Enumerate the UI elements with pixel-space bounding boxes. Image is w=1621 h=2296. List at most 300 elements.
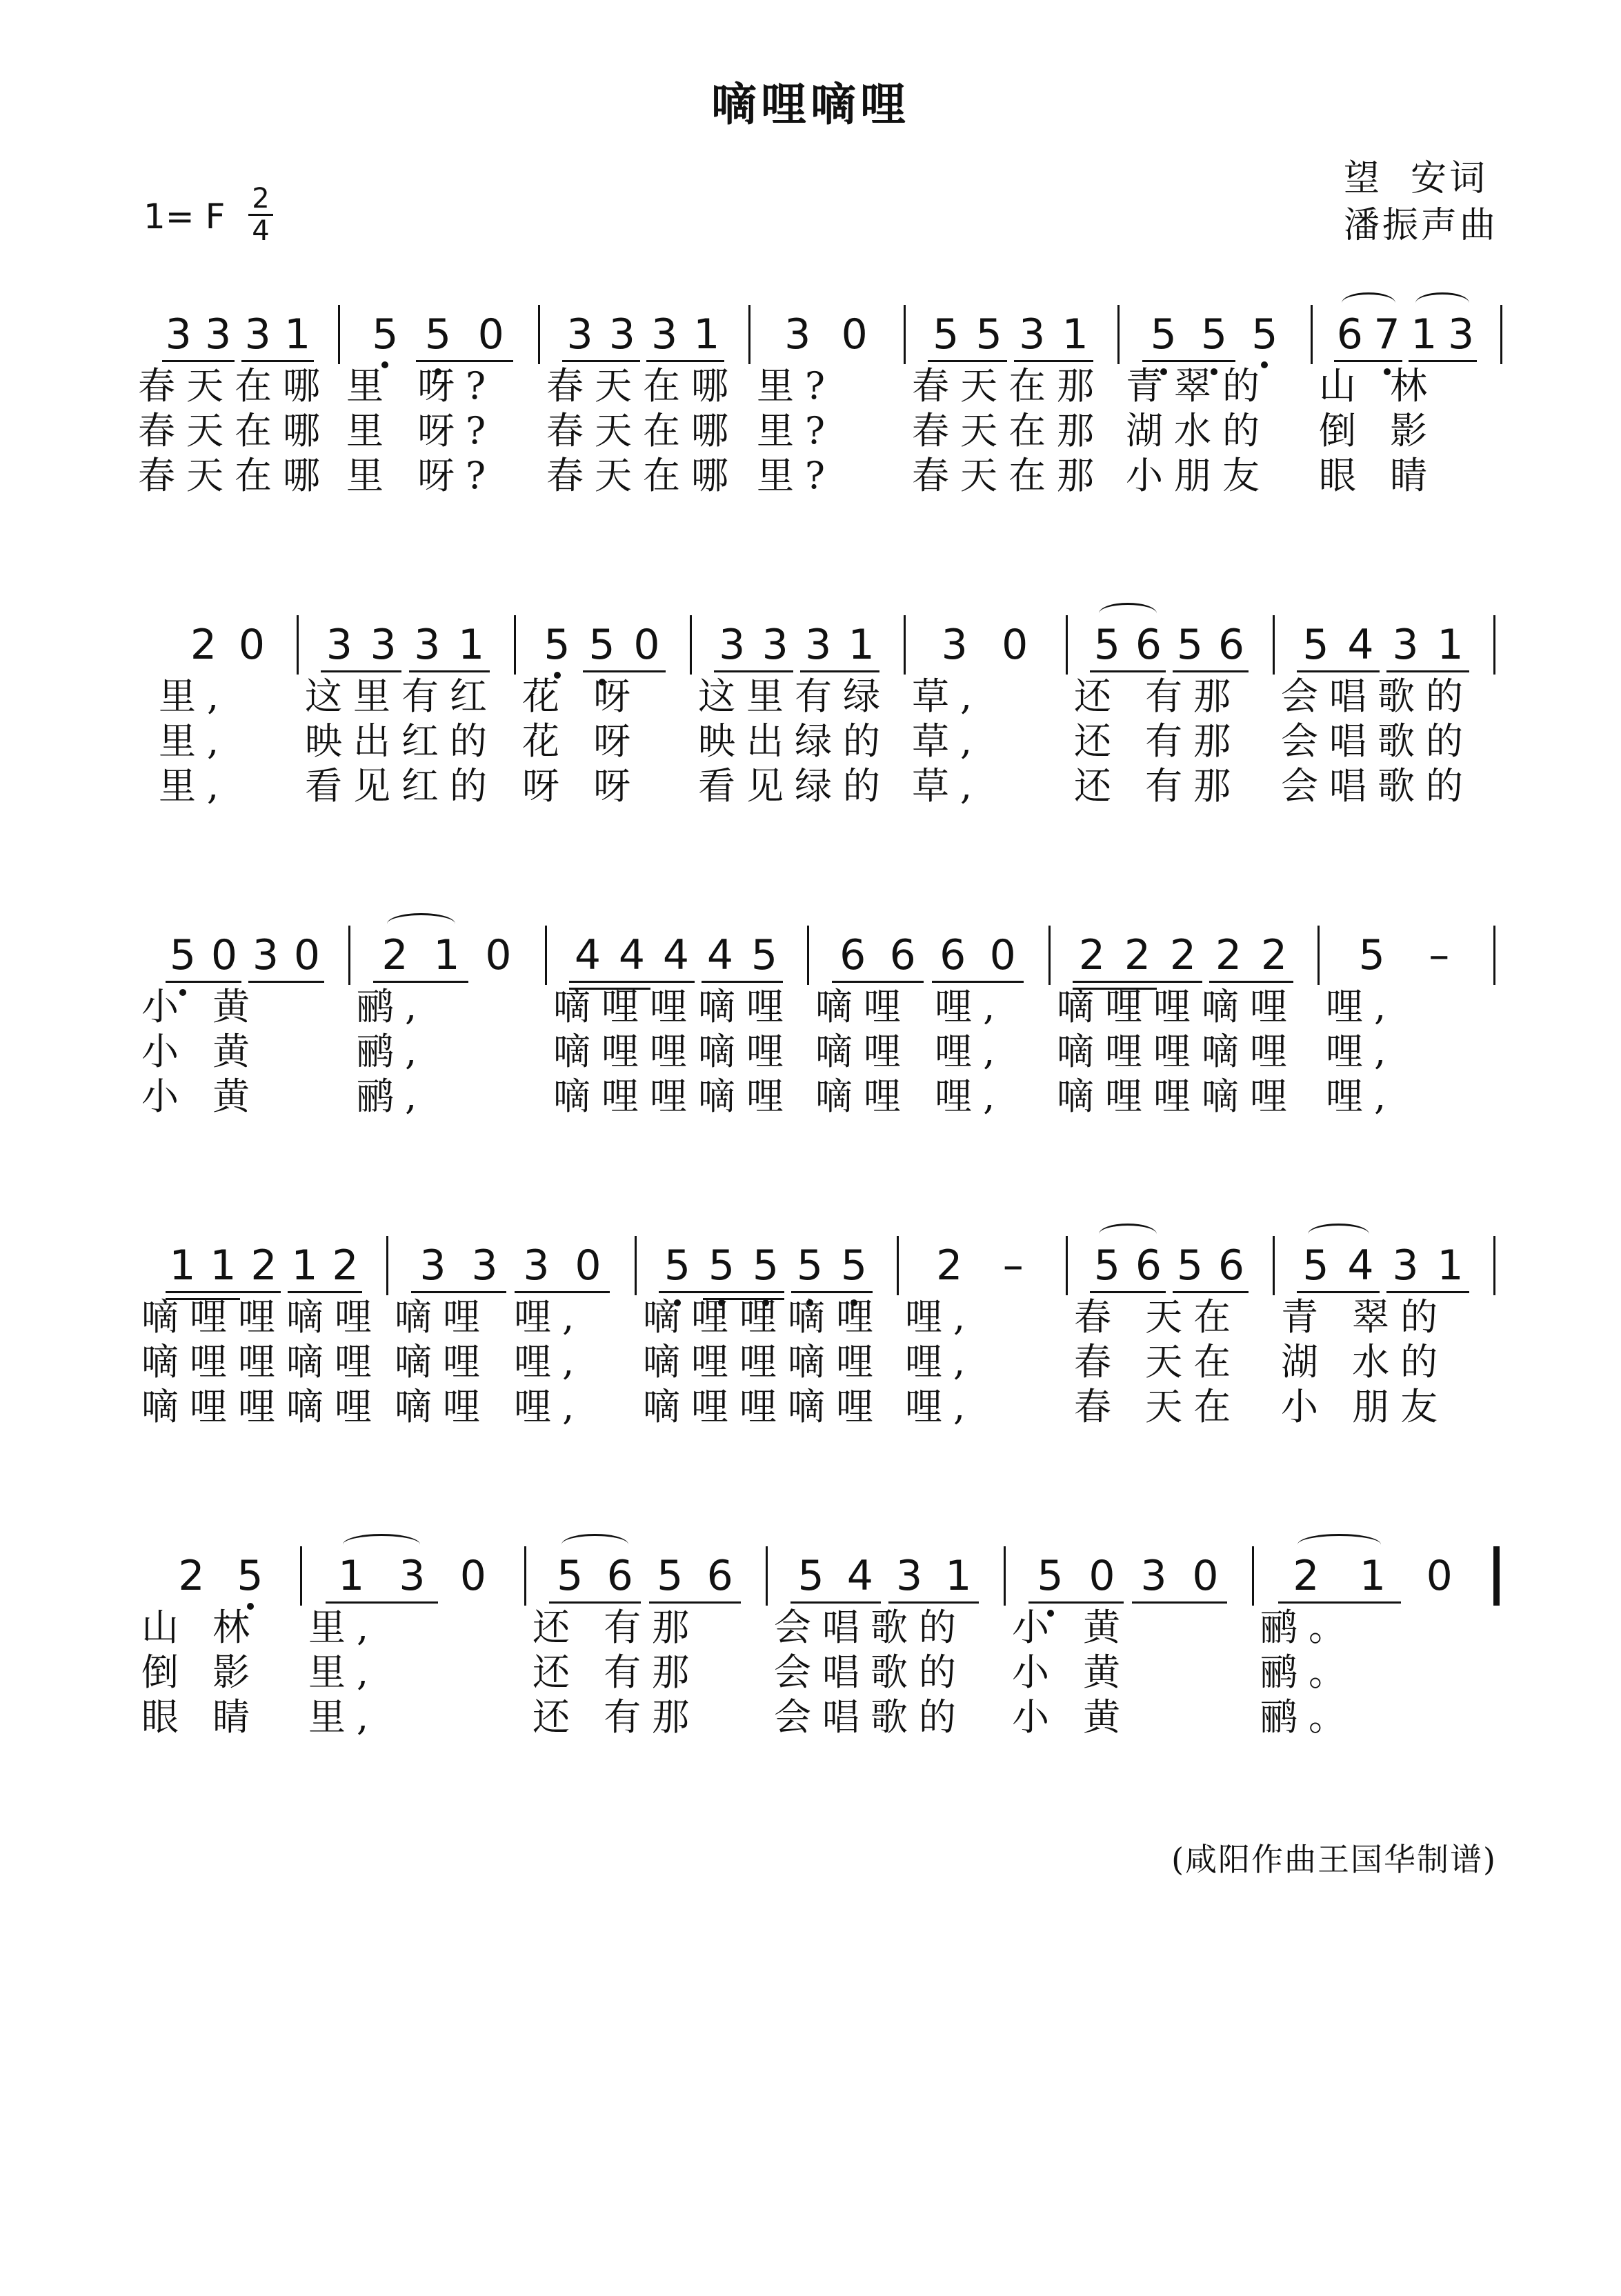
- lyric-syllables: 嘀哩 哩,: [815, 1075, 1006, 1118]
- lyric-syllables: 草,: [912, 675, 984, 718]
- note: 3: [419, 1241, 446, 1290]
- barline: [1066, 615, 1068, 675]
- beam-underline: [646, 360, 724, 362]
- barline: [1500, 305, 1502, 364]
- note: 2: [1215, 931, 1242, 979]
- time-signature-bottom: 4: [252, 215, 270, 247]
- lyric-syllables: 小 黄: [1012, 1695, 1132, 1739]
- note: 3: [719, 621, 746, 669]
- note: 2: [1078, 931, 1106, 979]
- lyric-syllables: 山 林: [141, 1606, 261, 1649]
- lyric-syllables: 嘀哩哩嘀哩: [553, 985, 795, 1028]
- lyric-syllables: 还 有那: [1074, 764, 1242, 808]
- note: 2: [250, 1241, 277, 1290]
- key-signature: 1= F: [143, 197, 226, 237]
- note: 0: [633, 621, 660, 669]
- note: 0: [841, 310, 868, 359]
- lyric-syllables: 里,: [159, 764, 230, 808]
- lyric-syllables: 小 黄: [1012, 1650, 1132, 1694]
- lyric-syllables: 小 黄: [141, 1075, 261, 1118]
- note: 0: [477, 310, 504, 359]
- lyric-syllables: 里 呀?: [346, 409, 497, 452]
- note: 3: [165, 310, 192, 359]
- lyric-syllables: 小 黄: [141, 1030, 261, 1073]
- barline: [1317, 926, 1320, 985]
- lyric-syllables: 嘀哩哩嘀哩: [141, 1295, 383, 1339]
- note: –: [1429, 931, 1450, 979]
- beam-underline: [1386, 1291, 1469, 1293]
- lyric-syllables: 还 有那: [533, 1650, 701, 1694]
- note: 2: [1169, 931, 1197, 979]
- note: 5: [1176, 1241, 1204, 1290]
- beam-underline: [659, 1291, 784, 1293]
- note: 5: [1302, 621, 1329, 669]
- barline: [1493, 926, 1495, 985]
- lyric-syllables: 小 黄: [1012, 1606, 1132, 1649]
- barline: [514, 615, 516, 675]
- lyric-verse-1: [0, 1607, 1621, 1648]
- beam-underline: [1014, 360, 1093, 362]
- barline: [545, 926, 547, 985]
- beam-underline: [373, 981, 468, 983]
- beam-underline: [583, 670, 666, 672]
- beam-underline: [162, 360, 235, 362]
- score-system: [0, 310, 1621, 566]
- beam-underline: [1409, 360, 1477, 362]
- note: 5: [544, 621, 570, 669]
- note: 5: [1093, 1241, 1121, 1290]
- lyric-syllables: 鹂,: [357, 1075, 428, 1118]
- note: 2: [190, 621, 217, 669]
- lyric-syllables: 小朋友: [1126, 454, 1271, 497]
- note: 6: [939, 931, 966, 979]
- lyric-syllables: 春天在哪: [138, 454, 331, 497]
- lyric-syllables: 嘀哩 哩,: [395, 1385, 586, 1428]
- note: 4: [662, 931, 690, 979]
- barline: [635, 1236, 637, 1295]
- barline: [766, 1546, 768, 1606]
- note: 0: [1192, 1552, 1219, 1600]
- lyric-syllables: 春 天在: [1074, 1385, 1242, 1428]
- note: 1: [291, 1241, 318, 1290]
- note: 3: [651, 310, 678, 359]
- barline: [338, 305, 340, 364]
- slur: [1415, 292, 1469, 314]
- lyric-syllables: 里 呀?: [346, 364, 497, 408]
- lyric-syllables: 嘀哩哩嘀哩: [141, 1340, 383, 1384]
- lyric-syllables: 春 天在: [1074, 1340, 1242, 1384]
- lyric-syllables: 嘀哩哩嘀哩: [643, 1340, 884, 1384]
- note: 5: [1302, 1241, 1329, 1290]
- lyric-syllables: 里,: [308, 1695, 380, 1739]
- barline: [1273, 1236, 1275, 1295]
- note: 5: [797, 1552, 824, 1600]
- note: 5: [796, 1241, 824, 1290]
- note: 1: [1411, 310, 1438, 359]
- lyric-syllables: 嘀哩哩嘀哩: [1057, 985, 1298, 1028]
- lyric-syllables: 会唱歌的: [1281, 764, 1474, 808]
- note: 4: [574, 931, 601, 979]
- score-system: [0, 1552, 1621, 1807]
- note: 5: [708, 1241, 735, 1290]
- slur: [1099, 603, 1157, 624]
- lyric-syllables: 嘀哩哩嘀哩: [553, 1075, 795, 1118]
- lyric-syllables: 会唱歌的: [1281, 719, 1474, 763]
- beam-underline: [549, 1601, 641, 1604]
- lyric-syllables: 青 翠的: [1281, 1295, 1449, 1339]
- note: 5: [1150, 310, 1177, 359]
- beam-underline: [321, 670, 401, 672]
- lyric-syllables: 春天在哪: [138, 364, 331, 408]
- beam-underline: [928, 360, 1007, 362]
- lyric-syllables: 哩,: [905, 1295, 977, 1339]
- lyric-syllables: 哩,: [905, 1385, 977, 1428]
- note: 5: [588, 621, 615, 669]
- lyric-syllables: 嘀哩 哩,: [395, 1295, 586, 1339]
- note: 1: [693, 310, 720, 359]
- note: 1: [169, 1241, 196, 1290]
- note: 5: [750, 931, 778, 979]
- lyric-syllables: 花 呀: [522, 719, 642, 763]
- note: 3: [1019, 310, 1046, 359]
- note: 3: [1392, 621, 1419, 669]
- lyric-syllables: 里 呀?: [346, 454, 497, 497]
- slur: [343, 1534, 420, 1555]
- score-system: [0, 621, 1621, 876]
- lyric-syllables: 会唱歌的: [774, 1695, 967, 1739]
- note: 1: [1437, 1241, 1464, 1290]
- barline: [1004, 1546, 1006, 1606]
- beam-underline: [1386, 670, 1469, 672]
- note: 6: [606, 1552, 633, 1600]
- lyric-syllables: 春天在那: [912, 409, 1105, 452]
- lyric-syllables: 春 天在: [1074, 1295, 1242, 1339]
- lyric-syllables: 嘀哩哩嘀哩: [1057, 1075, 1298, 1118]
- lyric-syllables: 眼 睛: [1319, 454, 1439, 497]
- lyric-syllables: 倒 影: [1319, 409, 1439, 452]
- slur: [1308, 1224, 1369, 1245]
- lyric-syllables: 鹂。: [1260, 1695, 1357, 1739]
- beam-underline: [649, 1601, 741, 1604]
- lyric-syllables: 小 黄: [141, 985, 261, 1028]
- note: 6: [889, 931, 916, 979]
- beam-underline: [1142, 360, 1235, 362]
- barline: [897, 1236, 899, 1295]
- lyric-syllables: 里,: [159, 675, 230, 718]
- lyric-verse-3: [0, 1697, 1621, 1738]
- note: 5: [975, 310, 1002, 359]
- lyric-syllables: 嘀哩哩嘀哩: [141, 1385, 383, 1428]
- note: 3: [566, 310, 593, 359]
- lyric-syllables: 里,: [159, 719, 230, 763]
- time-signature: [248, 185, 273, 245]
- barline: [1493, 1236, 1495, 1295]
- beam-underline: [1297, 670, 1380, 672]
- lyric-syllables: 映出绿的: [698, 719, 891, 763]
- lyric-syllables: 里,: [308, 1650, 380, 1694]
- song-title: 嘀哩嘀哩: [711, 77, 910, 131]
- note: 1: [1437, 621, 1464, 669]
- note: 0: [989, 931, 1016, 979]
- composer-credit: 潘振声曲: [1343, 205, 1498, 246]
- note: 1: [433, 931, 460, 979]
- lyric-syllables: 哩,: [1326, 985, 1398, 1028]
- note: 5: [933, 310, 959, 359]
- lyric-syllables: 湖 水的: [1281, 1340, 1449, 1384]
- lyric-syllables: 嘀哩哩嘀哩: [643, 1385, 884, 1428]
- lyric-syllables: 哩,: [1326, 1030, 1398, 1073]
- lyric-verse-2: [0, 1341, 1621, 1383]
- lyric-syllables: 这里有红: [305, 675, 498, 718]
- lyric-verse-2: [0, 721, 1621, 762]
- beam-underline: [791, 1291, 873, 1293]
- barline: [904, 305, 906, 364]
- beam-underline: [1173, 1291, 1249, 1293]
- lyric-verse-2: [0, 1652, 1621, 1693]
- note: 1: [848, 621, 875, 669]
- beam-underline: [416, 360, 513, 362]
- note: 3: [399, 1552, 426, 1600]
- lyric-syllables: 鹂。: [1260, 1650, 1357, 1694]
- note: 0: [485, 931, 512, 979]
- note: 6: [1217, 1241, 1245, 1290]
- note: 1: [284, 310, 311, 359]
- note: 4: [846, 1552, 873, 1600]
- note: 5: [657, 1552, 684, 1600]
- note: 1: [458, 621, 485, 669]
- note: 3: [370, 621, 397, 669]
- slur: [1099, 1224, 1157, 1245]
- barline: [348, 926, 350, 985]
- beam-underline: [832, 981, 924, 983]
- barline: [904, 615, 906, 675]
- beam-underline: [562, 360, 640, 362]
- note: 6: [1135, 621, 1162, 669]
- beam-underline: [1132, 1601, 1227, 1604]
- beam-underline: [326, 1601, 438, 1604]
- lyric-syllables: 还 有那: [533, 1695, 701, 1739]
- lyric-syllables: 湖水的: [1126, 409, 1271, 452]
- barline: [748, 305, 750, 364]
- lyric-syllables: 嘀哩 哩,: [815, 985, 1006, 1028]
- barline: [300, 1546, 302, 1606]
- beam-underline: [1334, 360, 1402, 362]
- lyricist-credit: 望 安词: [1343, 158, 1489, 199]
- beam-underline: [515, 1291, 610, 1293]
- credits: [1344, 155, 1498, 249]
- slur: [1297, 1534, 1381, 1555]
- beam-underline: [248, 981, 324, 983]
- lyric-syllables: 还 有那: [1074, 675, 1242, 718]
- lyric-syllables: 春天在哪: [546, 454, 739, 497]
- note: 3: [608, 310, 635, 359]
- note: 3: [1392, 1241, 1419, 1290]
- barline: [386, 1236, 388, 1295]
- beam-underline: [702, 981, 783, 983]
- barline: [524, 1546, 526, 1606]
- lyric-syllables: 里,: [308, 1606, 380, 1649]
- lyric-verse-3: [0, 455, 1621, 497]
- note: 5: [1200, 310, 1228, 359]
- beam-underline: [166, 981, 241, 983]
- lyric-verse-2: [0, 1031, 1621, 1072]
- note: 3: [244, 310, 271, 359]
- note: 5: [424, 310, 452, 359]
- note: 5: [1037, 1552, 1064, 1600]
- note: 3: [205, 310, 232, 359]
- beam-underline: [1028, 1601, 1124, 1604]
- lyric-syllables: 哩,: [905, 1340, 977, 1384]
- note: 5: [752, 1241, 779, 1290]
- note: 2: [332, 1241, 359, 1290]
- beam-underline: [1209, 981, 1293, 983]
- lyric-syllables: 山 林: [1319, 364, 1439, 408]
- barline: [1048, 926, 1051, 985]
- lyric-verse-1: [0, 366, 1621, 407]
- lyric-syllables: 会唱歌的: [1281, 675, 1474, 718]
- note: 3: [1140, 1552, 1167, 1600]
- lyric-syllables: 这里有绿: [698, 675, 891, 718]
- note: 5: [664, 1241, 691, 1290]
- lyric-syllables: 青翠的: [1126, 364, 1271, 408]
- note: 2: [381, 931, 408, 979]
- lyric-syllables: 嘀哩 哩,: [395, 1340, 586, 1384]
- slur: [1342, 292, 1395, 314]
- note: 5: [1093, 621, 1121, 669]
- barline: [1252, 1546, 1254, 1606]
- beam-underline: [1278, 1601, 1401, 1604]
- note: 3: [523, 1241, 550, 1290]
- note: 2: [1124, 931, 1151, 979]
- lyric-syllables: 春天在那: [912, 364, 1105, 408]
- note: 5: [557, 1552, 584, 1600]
- lyric-syllables: 春天在哪: [546, 364, 739, 408]
- lyric-syllables: 鹂。: [1260, 1606, 1357, 1649]
- note: 5: [372, 310, 399, 359]
- lyric-verse-1: [0, 1297, 1621, 1338]
- lyric-verse-2: [0, 410, 1621, 452]
- note: 3: [805, 621, 832, 669]
- note: 7: [1373, 310, 1400, 359]
- note: 6: [1336, 310, 1363, 359]
- lyric-verse-3: [0, 1076, 1621, 1117]
- note: 3: [1448, 310, 1475, 359]
- lyric-syllables: 鹂,: [357, 1030, 428, 1073]
- lyric-syllables: 花 呀: [522, 675, 642, 718]
- note: 2: [936, 1241, 963, 1290]
- barline: [1311, 305, 1313, 364]
- lyric-syllables: 嘀哩 哩,: [815, 1030, 1006, 1073]
- time-signature-top: 2: [252, 183, 270, 214]
- lyric-syllables: 会唱歌的: [774, 1606, 967, 1649]
- lyric-syllables: 小 朋友: [1281, 1385, 1449, 1428]
- barline: [1117, 305, 1120, 364]
- lyric-verse-1: [0, 986, 1621, 1028]
- slur: [561, 1534, 628, 1555]
- lyric-syllables: 嘀哩哩嘀哩: [1057, 1030, 1298, 1073]
- lyric-syllables: 映出红的: [305, 719, 498, 763]
- lyric-syllables: 还 有那: [533, 1606, 701, 1649]
- note: 4: [1347, 621, 1374, 669]
- beam-underline: [1090, 1291, 1166, 1293]
- note: 2: [1260, 931, 1288, 979]
- beam-underline: [288, 1291, 363, 1293]
- lyric-syllables: 还 有那: [1074, 719, 1242, 763]
- lyric-syllables: 草,: [912, 719, 984, 763]
- barline: [1273, 615, 1275, 675]
- note: 5: [1176, 621, 1204, 669]
- note: 1: [338, 1552, 365, 1600]
- note: 3: [471, 1241, 498, 1290]
- note: –: [1002, 1241, 1024, 1290]
- note: 3: [762, 621, 788, 669]
- score-system: [0, 1241, 1621, 1497]
- barline: [690, 615, 692, 675]
- beam-underline: [790, 1601, 881, 1604]
- lyric-syllables: 里?: [757, 454, 836, 497]
- note: 3: [326, 621, 352, 669]
- note: 2: [1293, 1552, 1320, 1600]
- note: 6: [1135, 1241, 1162, 1290]
- note: 1: [210, 1241, 237, 1290]
- beam-underline: [166, 1291, 281, 1293]
- lyric-verse-1: [0, 676, 1621, 717]
- note: 5: [169, 931, 197, 979]
- beam-underline: [1073, 981, 1202, 983]
- note: 5: [1358, 931, 1385, 979]
- beam-underline: [1090, 670, 1166, 672]
- note: 3: [784, 310, 811, 359]
- beam-underline: [714, 670, 793, 672]
- note: 1: [1359, 1552, 1386, 1600]
- note: 3: [414, 621, 441, 669]
- score-system: [0, 931, 1621, 1186]
- note: 5: [237, 1552, 263, 1600]
- lyric-syllables: 里?: [757, 364, 836, 408]
- barline: [538, 305, 540, 364]
- note: 3: [941, 621, 968, 669]
- lyric-syllables: 春天在哪: [546, 409, 739, 452]
- beam-underline: [888, 1601, 979, 1604]
- barline: [1493, 615, 1495, 675]
- note: 4: [618, 931, 646, 979]
- lyric-syllables: 呀 呀: [522, 764, 642, 808]
- note: 5: [1251, 310, 1278, 359]
- note: 2: [178, 1552, 205, 1600]
- lyric-syllables: 春天在哪: [138, 409, 331, 452]
- lyric-syllables: 春天在那: [912, 454, 1105, 497]
- lyric-syllables: 哩,: [1326, 1075, 1398, 1118]
- lyric-syllables: 倒 影: [141, 1650, 261, 1694]
- note: 6: [706, 1552, 733, 1600]
- beam-underline: [411, 1291, 506, 1293]
- lyric-syllables: 眼 睛: [141, 1695, 261, 1739]
- beam-underline: [409, 670, 490, 672]
- beam-underline: [800, 670, 879, 672]
- lyric-syllables: 里?: [757, 409, 836, 452]
- note: 0: [1002, 621, 1028, 669]
- note: 0: [1088, 1552, 1115, 1600]
- note: 0: [238, 621, 266, 669]
- note: 0: [293, 931, 321, 979]
- note: 0: [459, 1552, 486, 1600]
- note: 3: [896, 1552, 923, 1600]
- note: 6: [1217, 621, 1245, 669]
- note: 4: [1347, 1241, 1374, 1290]
- note: 0: [1426, 1552, 1453, 1600]
- lyric-verse-3: [0, 1386, 1621, 1428]
- lyric-syllables: 会唱歌的: [774, 1650, 967, 1694]
